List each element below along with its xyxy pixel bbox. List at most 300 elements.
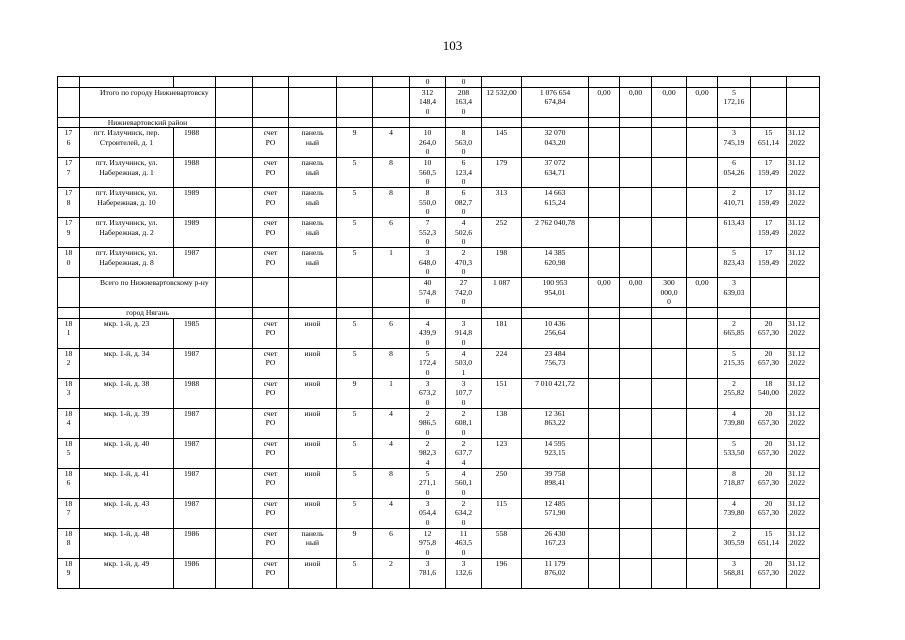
table-cell: пгт. Излучинск, ул. Набережная, д. 1 <box>80 158 174 188</box>
table-cell: 2 255,82 <box>718 378 751 408</box>
table-cell: счет РО <box>253 378 289 408</box>
table-cell <box>687 117 718 128</box>
table-cell: 26 430 167,23 <box>522 528 589 558</box>
table-cell: мкр. 1-й, д. 40 <box>80 438 174 468</box>
table-cell: 17 7 <box>58 158 80 188</box>
table-cell: 3 648,0 0 <box>410 248 446 278</box>
table-cell: 1987 <box>174 248 216 278</box>
table-cell: 10 436 256,64 <box>522 318 589 348</box>
table-cell <box>652 438 687 468</box>
table-cell <box>289 278 337 308</box>
table-cell: 31.12 .2022 <box>787 408 820 438</box>
table-cell: 6 <box>373 528 410 558</box>
table-cell: 4 <box>373 498 410 528</box>
table-cell <box>687 77 718 88</box>
table-cell: 5 172,16 <box>718 87 751 117</box>
table-cell <box>687 498 718 528</box>
table-cell: 100 953 954,01 <box>522 278 589 308</box>
table-cell <box>687 248 718 278</box>
table-cell: 1987 <box>174 438 216 468</box>
table-cell <box>373 87 410 117</box>
table-cell: 39 758 898,41 <box>522 468 589 498</box>
table-cell <box>620 188 652 218</box>
table-cell: 20 657,30 <box>751 348 787 378</box>
table-cell <box>687 318 718 348</box>
table-cell: 8 <box>373 468 410 498</box>
table-cell <box>751 278 787 308</box>
table-cell <box>589 468 620 498</box>
table-cell <box>289 77 337 88</box>
table-row <box>58 378 820 408</box>
table-cell <box>410 117 446 128</box>
table-cell: 1 <box>373 248 410 278</box>
table-cell: 8 550,0 0 <box>410 188 446 218</box>
table-cell: счет РО <box>253 188 289 218</box>
table-cell: 2 637,7 4 <box>446 438 482 468</box>
table-row <box>58 77 820 88</box>
table-cell <box>216 248 253 278</box>
table-cell: 0 <box>410 77 446 88</box>
table-cell: пгт. Излучинск, ул. Набережная, д. 2 <box>80 218 174 248</box>
table-cell: 12 975,8 0 <box>410 528 446 558</box>
table-row <box>58 558 820 588</box>
table-cell <box>337 77 373 88</box>
table-cell <box>687 528 718 558</box>
table-cell <box>652 468 687 498</box>
table-cell <box>687 348 718 378</box>
table-cell: 18 9 <box>58 558 80 588</box>
table-cell: 0,00 <box>620 278 652 308</box>
table-cell <box>787 77 820 88</box>
table-cell: 0,00 <box>652 87 687 117</box>
table-cell: 31.12 .2022 <box>787 318 820 348</box>
table-cell: счет РО <box>253 438 289 468</box>
table-cell <box>373 308 410 319</box>
table-cell: 4 503,0 1 <box>446 348 482 378</box>
table-cell <box>373 77 410 88</box>
table-cell: 14 663 615,24 <box>522 188 589 218</box>
table-cell <box>652 528 687 558</box>
table-cell <box>787 87 820 117</box>
table-cell: 2 470,3 0 <box>446 248 482 278</box>
table-cell <box>482 308 522 319</box>
table-cell <box>620 348 652 378</box>
table-cell: панель ный <box>289 158 337 188</box>
table-cell: 31.12 .2022 <box>787 468 820 498</box>
table-cell: 313 <box>482 188 522 218</box>
table-cell: 5 823,43 <box>718 248 751 278</box>
table-cell <box>589 528 620 558</box>
table-cell <box>216 87 253 117</box>
table-cell: счет РО <box>253 408 289 438</box>
table-cell: 5 215,35 <box>718 348 751 378</box>
table-cell: 2 608,1 0 <box>446 408 482 438</box>
table-cell <box>620 77 652 88</box>
table-cell: 10 560,5 0 <box>410 158 446 188</box>
table-cell <box>482 117 522 128</box>
table-cell <box>718 77 751 88</box>
table-cell <box>216 318 253 348</box>
table-row <box>58 248 820 278</box>
table-cell <box>589 308 620 319</box>
table-cell: 2 762 040,78 <box>522 218 589 248</box>
table-cell <box>216 378 253 408</box>
table-cell <box>58 77 80 88</box>
table-cell: мкр. 1-й, д. 49 <box>80 558 174 588</box>
table-cell <box>80 77 174 88</box>
table-cell <box>652 117 687 128</box>
table-cell <box>253 117 289 128</box>
table-cell <box>337 308 373 319</box>
table-cell: 18 0 <box>58 248 80 278</box>
table-cell: 312 148,4 0 <box>410 87 446 117</box>
table-cell: 5 271,1 0 <box>410 468 446 498</box>
table-cell: 17 159,49 <box>751 248 787 278</box>
table-cell <box>589 188 620 218</box>
table-cell: пгт. Излучинск, ул. Набережная, д. 10 <box>80 188 174 218</box>
table-cell: 12 361 863,22 <box>522 408 589 438</box>
table-cell: 17 9 <box>58 218 80 248</box>
table-cell <box>718 308 751 319</box>
table-cell: 31.12 .2022 <box>787 188 820 218</box>
table-cell <box>652 408 687 438</box>
table-cell: 31.12 .2022 <box>787 558 820 588</box>
table-cell: 14 385 620,98 <box>522 248 589 278</box>
table-cell: 0,00 <box>620 87 652 117</box>
table-cell: 138 <box>482 408 522 438</box>
total-label: Итого по городу Нижневартовску <box>80 87 216 117</box>
table-cell: 7 010 421,72 <box>522 378 589 408</box>
table-cell: 3 745,19 <box>718 128 751 158</box>
table-cell: 1989 <box>174 188 216 218</box>
table-cell: 5 <box>337 248 373 278</box>
table-cell <box>620 128 652 158</box>
table-cell: 181 <box>482 318 522 348</box>
table-cell: 5 <box>337 468 373 498</box>
table-cell: 17 159,49 <box>751 158 787 188</box>
table-cell <box>751 87 787 117</box>
table-cell: пгт. Излучинск, пер. Строителей, д. 1 <box>80 128 174 158</box>
table-cell: 27 742,0 0 <box>446 278 482 308</box>
table-cell <box>58 117 80 128</box>
table-cell <box>522 77 589 88</box>
table-cell <box>620 408 652 438</box>
table-cell: 6 054,26 <box>718 158 751 188</box>
table-cell <box>174 77 216 88</box>
table-cell <box>620 117 652 128</box>
table-cell: 31.12 .2022 <box>787 248 820 278</box>
table-cell <box>216 498 253 528</box>
table-cell: панель ный <box>289 188 337 218</box>
table-cell: мкр. 1-й, д. 48 <box>80 528 174 558</box>
section-header-row <box>58 308 820 319</box>
table-cell <box>787 308 820 319</box>
table-cell <box>522 308 589 319</box>
table-cell: 17 6 <box>58 128 80 158</box>
table-cell: 151 <box>482 378 522 408</box>
table-row <box>58 468 820 498</box>
table-cell: 8 563,0 0 <box>446 128 482 158</box>
table-cell: 1986 <box>174 558 216 588</box>
table-cell: 2 665,85 <box>718 318 751 348</box>
table-cell: счет РО <box>253 218 289 248</box>
table-cell: 4 560,1 0 <box>446 468 482 498</box>
table-cell <box>337 278 373 308</box>
table-cell <box>652 378 687 408</box>
table-cell: 31.12 .2022 <box>787 128 820 158</box>
table-cell <box>289 117 337 128</box>
table-cell: иной <box>289 438 337 468</box>
page-number: 103 <box>442 38 463 53</box>
table-cell: 5 533,50 <box>718 438 751 468</box>
table-cell: 18 3 <box>58 378 80 408</box>
table-cell <box>687 378 718 408</box>
table-cell <box>253 278 289 308</box>
table-cell <box>589 218 620 248</box>
table-cell <box>522 117 589 128</box>
table-cell <box>620 218 652 248</box>
table-cell <box>652 348 687 378</box>
table-cell: 18 7 <box>58 498 80 528</box>
table-cell: 115 <box>482 498 522 528</box>
table-cell <box>216 128 253 158</box>
table-cell: счет РО <box>253 158 289 188</box>
table-cell <box>687 218 718 248</box>
table-cell: 3 914,8 0 <box>446 318 482 348</box>
table-cell: 20 657,30 <box>751 498 787 528</box>
table-cell: 0,00 <box>589 87 620 117</box>
total-row <box>58 278 820 308</box>
table-cell: 4 502,6 0 <box>446 218 482 248</box>
table-cell <box>687 408 718 438</box>
table-cell: 196 <box>482 558 522 588</box>
table-cell: 8 <box>373 158 410 188</box>
table-cell: 14 595 923,15 <box>522 438 589 468</box>
table-row <box>58 438 820 468</box>
table-cell: 23 484 756,73 <box>522 348 589 378</box>
table-cell <box>589 77 620 88</box>
table-cell: 5 <box>337 438 373 468</box>
table-cell: счет РО <box>253 348 289 378</box>
table-cell <box>216 188 253 218</box>
table-row <box>58 318 820 348</box>
table-cell: 8 <box>373 348 410 378</box>
table-cell: 7 552,3 0 <box>410 218 446 248</box>
table-cell: 1986 <box>174 528 216 558</box>
table-cell <box>620 528 652 558</box>
table-cell <box>216 348 253 378</box>
table-cell: 8 718,87 <box>718 468 751 498</box>
table-cell: 3 568,81 <box>718 558 751 588</box>
table-cell: мкр. 1-й, д. 34 <box>80 348 174 378</box>
table-cell: 5 <box>337 158 373 188</box>
table-cell: счет РО <box>253 318 289 348</box>
table-cell <box>589 558 620 588</box>
table-cell: 3 673,2 0 <box>410 378 446 408</box>
table-cell: 3 132,6 <box>446 558 482 588</box>
table-cell <box>620 158 652 188</box>
table-cell <box>652 218 687 248</box>
table-cell: мкр. 1-й, д. 41 <box>80 468 174 498</box>
table-cell <box>589 117 620 128</box>
table-cell <box>620 438 652 468</box>
table-cell: мкр. 1-й, д. 39 <box>80 408 174 438</box>
table-cell <box>751 308 787 319</box>
table-cell: панель ный <box>289 528 337 558</box>
table-cell: панель ный <box>289 248 337 278</box>
section-header-row <box>58 117 820 128</box>
table-cell: 6 123,4 0 <box>446 158 482 188</box>
table-cell: 18 4 <box>58 408 80 438</box>
table-cell: 40 574,8 0 <box>410 278 446 308</box>
table-cell: 5 <box>337 318 373 348</box>
table-cell <box>589 378 620 408</box>
table-cell: 613,43 <box>718 218 751 248</box>
table-cell: 10 264,0 0 <box>410 128 446 158</box>
total-row <box>58 87 820 117</box>
table-cell <box>58 87 80 117</box>
table-cell: 20 657,30 <box>751 318 787 348</box>
table-cell: 18 1 <box>58 318 80 348</box>
table-cell: 0,00 <box>589 278 620 308</box>
table-cell: 5 <box>337 348 373 378</box>
table-cell: 12 485 571,90 <box>522 498 589 528</box>
table-cell: панель ный <box>289 218 337 248</box>
table-cell: 0,00 <box>687 87 718 117</box>
table-cell: 32 070 043,20 <box>522 128 589 158</box>
table-cell <box>589 158 620 188</box>
table-cell: 20 657,30 <box>751 408 787 438</box>
table-cell: 2 982,3 4 <box>410 438 446 468</box>
section-title: Нижневартовский район <box>80 117 216 128</box>
table-cell <box>652 558 687 588</box>
table-cell: 5 <box>337 218 373 248</box>
table-cell: 4 <box>373 128 410 158</box>
table-cell <box>58 308 80 319</box>
table-cell: 1987 <box>174 408 216 438</box>
table-cell <box>620 468 652 498</box>
table-cell <box>253 87 289 117</box>
table-cell: 5 <box>337 408 373 438</box>
total-label: Всего по Нижневартовскому р-ну <box>80 278 216 308</box>
table-cell: 9 <box>337 528 373 558</box>
table-cell <box>289 308 337 319</box>
table-cell: 1 076 654 674,84 <box>522 87 589 117</box>
table-cell: 252 <box>482 218 522 248</box>
table-cell: 9 <box>337 128 373 158</box>
table-cell: 5 <box>337 498 373 528</box>
table-cell: 6 <box>373 318 410 348</box>
table-cell: 18 8 <box>58 528 80 558</box>
table-cell: 20 657,30 <box>751 558 787 588</box>
table-cell: 1988 <box>174 158 216 188</box>
table-cell: 1 087 <box>482 278 522 308</box>
table-cell: 37 072 634,71 <box>522 158 589 188</box>
table-cell <box>589 348 620 378</box>
table-cell <box>482 77 522 88</box>
table-cell: 179 <box>482 158 522 188</box>
table-cell <box>652 248 687 278</box>
table-cell <box>589 408 620 438</box>
table-row <box>58 158 820 188</box>
table-cell: мкр. 1-й, д. 43 <box>80 498 174 528</box>
table-cell: иной <box>289 408 337 438</box>
table-cell: 3 781,6 <box>410 558 446 588</box>
table-cell <box>410 308 446 319</box>
table-cell <box>652 308 687 319</box>
table-cell <box>446 308 482 319</box>
table-row <box>58 528 820 558</box>
table-cell: 17 159,49 <box>751 188 787 218</box>
table-cell <box>687 468 718 498</box>
table-cell: 3 054,4 0 <box>410 498 446 528</box>
table-cell: 4 <box>373 438 410 468</box>
table-cell: 208 163,4 0 <box>446 87 482 117</box>
table-cell <box>216 528 253 558</box>
table-cell: мкр. 1-й, д. 23 <box>80 318 174 348</box>
table-cell: 31.12 .2022 <box>787 348 820 378</box>
table-cell: 1988 <box>174 128 216 158</box>
table-cell: 31.12 .2022 <box>787 438 820 468</box>
table-cell <box>216 77 253 88</box>
table-cell: 12 532,00 <box>482 87 522 117</box>
table-cell <box>58 278 80 308</box>
table-cell <box>652 498 687 528</box>
table-cell <box>589 438 620 468</box>
table-cell <box>253 308 289 319</box>
table-cell: 15 651,14 <box>751 528 787 558</box>
table-cell <box>620 308 652 319</box>
table-cell: 17 159,49 <box>751 218 787 248</box>
table-cell: иной <box>289 378 337 408</box>
table-cell: панель ный <box>289 128 337 158</box>
table-cell <box>216 558 253 588</box>
table-cell: иной <box>289 498 337 528</box>
table-cell: пгт. Излучинск, ул. Набережная, д. 8 <box>80 248 174 278</box>
table-cell: счет РО <box>253 128 289 158</box>
table-cell: 3 107,7 0 <box>446 378 482 408</box>
table-row <box>58 408 820 438</box>
table-cell: 2 410,71 <box>718 188 751 218</box>
table-cell: 18 5 <box>58 438 80 468</box>
table-cell: 3 639,03 <box>718 278 751 308</box>
table-cell: 11 179 876,02 <box>522 558 589 588</box>
table-cell <box>652 158 687 188</box>
table-cell: 31.12 .2022 <box>787 498 820 528</box>
table-cell: 1 <box>373 378 410 408</box>
table-cell <box>337 117 373 128</box>
table-cell: 224 <box>482 348 522 378</box>
table-cell: иной <box>289 348 337 378</box>
table-cell <box>446 117 482 128</box>
table-cell <box>337 87 373 117</box>
table-cell: 2 <box>373 558 410 588</box>
table-cell <box>589 318 620 348</box>
table-cell: 1987 <box>174 498 216 528</box>
table-cell: 300 000,0 0 <box>652 278 687 308</box>
table-cell: 5 172,4 0 <box>410 348 446 378</box>
table-cell <box>687 128 718 158</box>
table-cell: 5 <box>337 558 373 588</box>
table-cell: 2 305,59 <box>718 528 751 558</box>
table-cell: 6 <box>373 218 410 248</box>
table-cell: 31.12 .2022 <box>787 528 820 558</box>
table-cell: 20 657,30 <box>751 468 787 498</box>
table-cell: 2 986,5 0 <box>410 408 446 438</box>
table-cell: счет РО <box>253 498 289 528</box>
table-cell <box>787 117 820 128</box>
table-cell: 1989 <box>174 218 216 248</box>
